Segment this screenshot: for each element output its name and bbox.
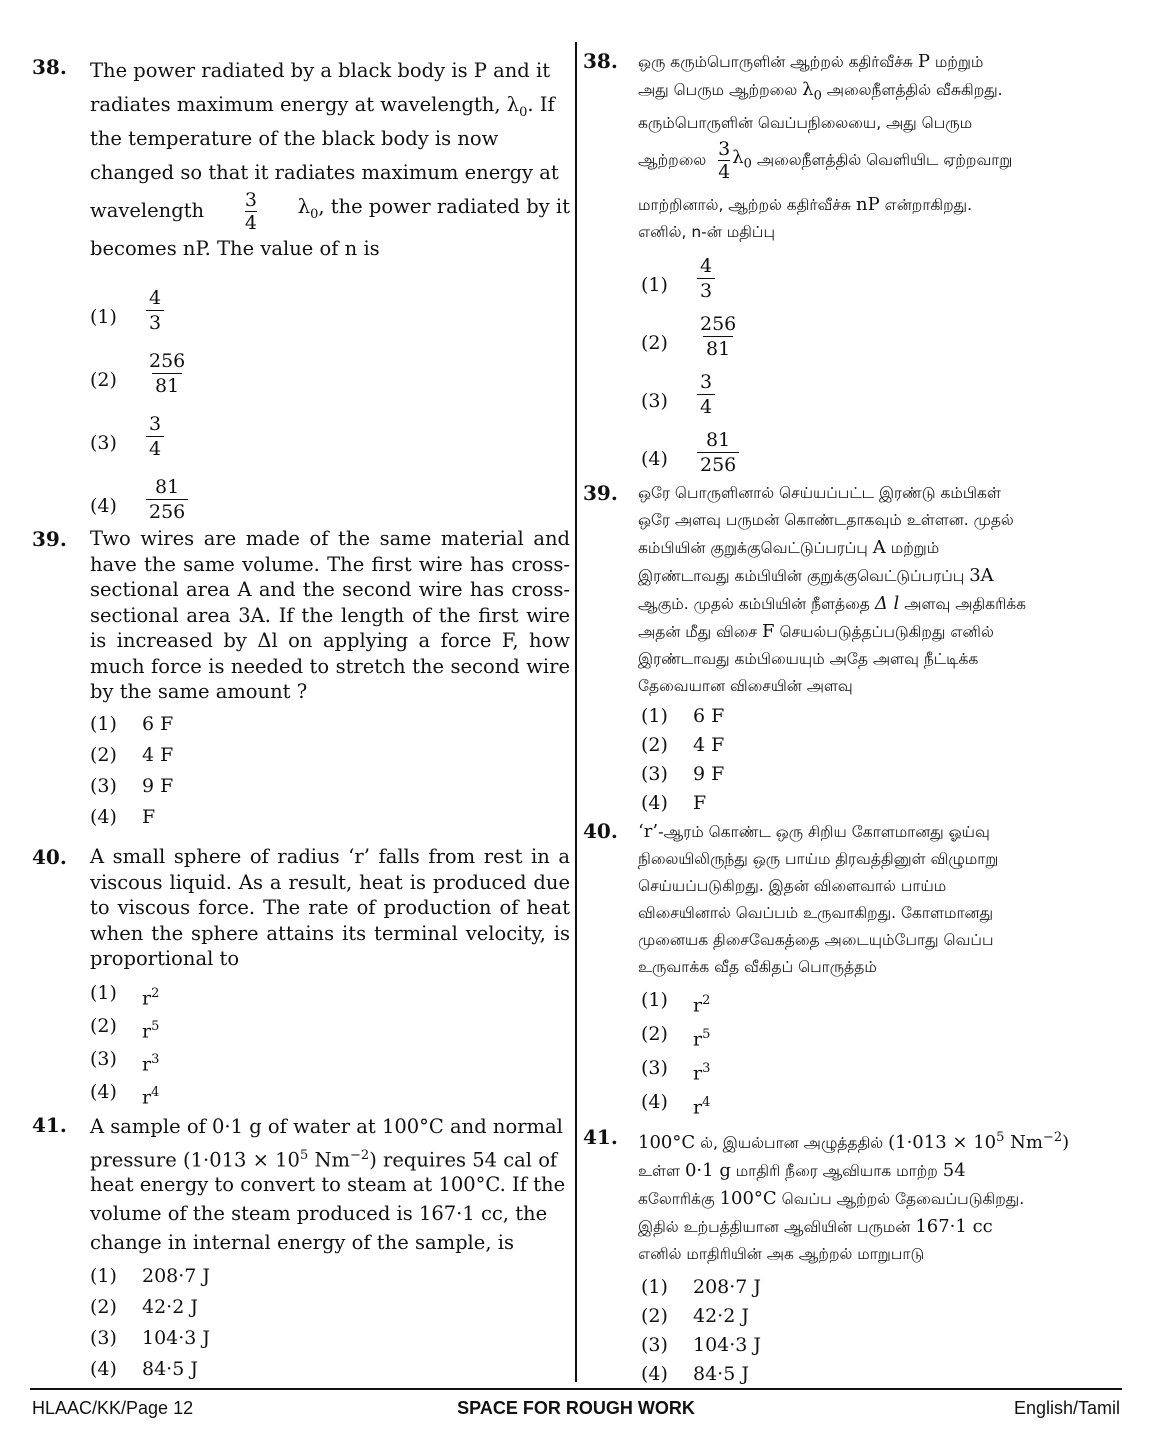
option: (3) 104·3 J — [641, 1334, 762, 1356]
option: (2) 4 F — [641, 734, 725, 756]
question-number: 38. — [583, 49, 618, 73]
option: (2) 4 F — [90, 743, 174, 766]
question-text: ஒரே பொருளினால் செய்யப்பட்ட இரண்டு கம்பிகள் ஒரே அளவு பருமன் கொண்டதாகவும் உள்ளன. முதல் கம்பியின் குறுக்குவெட்டுப்பரப்பு A மற்றும் இரண்டாவது கம்பியின் குறுக்குவெட்டுப்பரப்பு 3A ஆகும். முதல் கம்பியின் நீளத்தை Δ l அளவு அதிகரிக்க அதன் மீது விசை F செயல்படுத்தப்படுகிறது எனில் இரண்டாவது கம்பியையும் அதே அளவு நீட்டிக்க தேவையான விசையின் அளவு — [638, 484, 1027, 695]
fraction: 3 4 — [244, 188, 257, 234]
option: (4) 84·5 J — [641, 1363, 749, 1385]
option: (4) F — [90, 805, 156, 828]
option: (3) 104·3 J — [90, 1327, 211, 1349]
question-text: 100°C ல், இயல்பான அழுத்ததில் ($1\cdot 013 \times 10^5$ $Nm^{-2}$) உள்ள 0·1 g மாதிரி நீரை ஆவியாக மாற்ற 54 கலோரிக்கு 100°C வெப்ப ஆற்றல் தேவைப்படுகிறது. இதில் உற்பத்தியான ஆவியின் பருமன் 167·1 cc எனில் மாதிரியின் அக ஆற்றல் மாறுபாடு — [638, 1130, 1070, 1263]
question-number: 38. — [32, 55, 67, 79]
question-number: 41. — [32, 1113, 67, 1137]
option: (4) F — [641, 792, 707, 814]
question-text: ‘r’-ஆரம் கொண்ட ஒரு சிறிய கோளமானது ஓய்வு நிலையிலிருந்து ஒரு பாய்ம திரவத்தினுள் விழுமாறு செய்யப்படுகிறது. இதன் விளைவால் பாய்ம விசையினால் வெப்பம் உருவாகிறது. கோளமானது முனையக திசைவேகத்தை அடையும்போது வெப்ப உருவாக்க வீத வீகிதப் பொருத்தம் — [638, 821, 999, 976]
question-38 — [32, 54, 570, 538]
footer-rule — [30, 1388, 1122, 1390]
question-text: ஒரு கரும்பொருளின் ஆற்றல் கதிர்வீச்சு P மற்றும் அது பெரும ஆற்றலை $\lambda_0$ அலைநீளத்தில் வீசுகிறது. கரும்பொருளின் வெப்பநிலையை, அது பெரும ஆற்றலை 3 4 $\lambda_0$ அலைநீளத்தில் வெளியிட ஏற்றவாறு மாற்றினால், ஆற்றல் கதிர்வீச்சு nP என்றாகிறது. எனில், n-ன் மதிப்பு — [638, 51, 1013, 241]
option: (4) $r^4$ — [90, 1080, 160, 1108]
option: (3) $\frac{3}{4}$ — [641, 370, 1120, 428]
option: (1) 6 F — [90, 712, 174, 735]
question-number: 41. — [583, 1125, 618, 1149]
question-text: A small sphere of radius ‘r’ falls from rest in a viscous liquid. As a result, heat is produced due to viscous force. The rate of production of heat when the sphere attains its terminal velocity, is proportional to — [90, 845, 570, 970]
question-number: 40. — [583, 819, 618, 843]
option: (3) $\frac{3}{4}$ — [90, 412, 570, 475]
option: (2) $\frac{256}{81}$ — [90, 350, 186, 397]
options-list — [641, 254, 1120, 486]
option: (3) $r^3$ — [641, 1057, 711, 1085]
question-38-tamil — [583, 48, 1120, 486]
option: (2) $r^5$ — [641, 1023, 711, 1051]
question-39-tamil — [583, 480, 1120, 817]
options-list — [90, 978, 570, 1110]
question-39 — [32, 526, 570, 833]
question-41 — [32, 1112, 570, 1385]
option: (4) $\frac{81}{256}$ — [641, 428, 1120, 486]
option: (2) $r^5$ — [90, 1014, 160, 1042]
option: (3) 9 F — [641, 763, 725, 785]
option: (4) $\frac{81}{256}$ — [90, 475, 570, 538]
options-list — [641, 1272, 1120, 1388]
option: (3) 9 F — [90, 774, 174, 797]
question-40 — [32, 844, 570, 1110]
option: (2) 42·2 J — [90, 1296, 198, 1318]
footer-language: English/Tamil — [1013, 1398, 1120, 1418]
question-number: 39. — [583, 481, 618, 505]
option: (2) $\frac{256}{81}$ — [641, 312, 737, 360]
option: (4) 84·5 J — [90, 1358, 198, 1380]
footer-rough-work: SPACE FOR ROUGH WORK — [457, 1398, 695, 1418]
option: (1) 208·7 J — [90, 1265, 211, 1287]
option: (1) $r^2$ — [641, 989, 711, 1017]
option: (2) 42·2 J — [641, 1305, 749, 1327]
question-number: 39. — [32, 527, 67, 551]
question-40-tamil — [583, 818, 1120, 1121]
fraction: 3 4 — [718, 138, 731, 184]
column-divider — [575, 42, 577, 1382]
options-list — [90, 1261, 570, 1385]
option: (4) $r^4$ — [641, 1091, 711, 1119]
option: (1) $r^2$ — [90, 981, 160, 1009]
question-text: A sample of 0·1 g of water at 100°C and normal pressure ($1\cdot 013 \times 10^5$ $Nm^{-2}$) requires 54 cal of heat energy to convert to steam at 100°C. If the volume of the steam produced is 167·1 cc, the change in internal energy of the sample, is — [90, 1115, 566, 1254]
question-text: The power radiated by a black body is P and it radiates maximum energy at wavelength, $\lambda_0$. If the temperature of the black body is now changed so that it radiates maximum energy at wavelength 3 4 $\lambda_0$, the power radiated by it becomes nP. The value of n is — [90, 59, 570, 260]
options-list — [641, 985, 1120, 1121]
question-text: Two wires are made of the same material and have the same volume. The first wire has cross-sectional area A and the second wire has cross-sectional area 3A. If the length of the first wire is increased by Δl on applying a force F, how much force is needed to stretch the second wire by the same amount ? — [90, 527, 570, 703]
option: (3) $r^3$ — [90, 1047, 160, 1075]
options-list — [90, 286, 570, 538]
option: (1) 6 F — [641, 705, 725, 727]
question-41-tamil — [583, 1124, 1120, 1388]
question-number: 40. — [32, 845, 67, 869]
options-list — [641, 701, 1120, 817]
options-list — [90, 709, 570, 833]
footer-page-code: HLAAC/KK/Page 12 — [32, 1398, 194, 1418]
option: (1) 208·7 J — [641, 1276, 762, 1298]
option: (1) $\frac{4}{3}$ — [90, 286, 570, 349]
option: (1) $\frac{4}{3}$ — [641, 254, 1120, 312]
